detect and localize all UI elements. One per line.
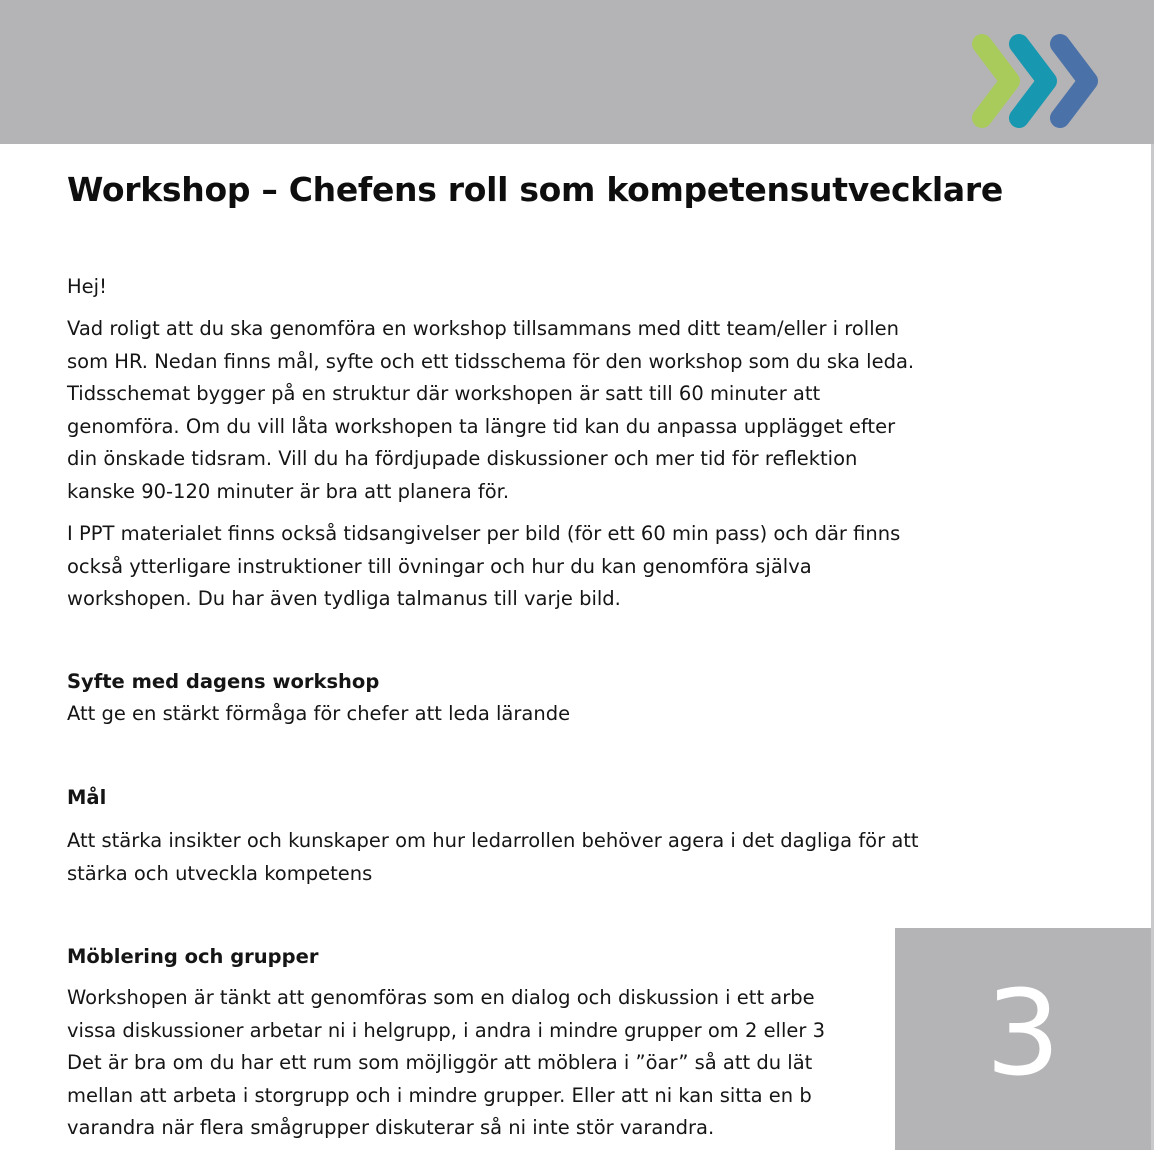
- chevron-green-icon: [982, 44, 1010, 118]
- intro-line: genomföra. Om du vill låta workshopen ta längre tid kan du anpassa upplägget efter: [67, 414, 896, 438]
- ppt-info-line: workshopen. Du har även tydliga talmanus till varje bild.: [67, 587, 621, 610]
- mal-line: Att stärka insikter och kunskaper om hur ledarrollen behöver agera i det dagliga för att: [67, 829, 919, 852]
- moblering-line: vissa diskussioner arbetar ni i helgrupp, i andra i mindre grupper om 2 eller 3: [67, 1018, 826, 1042]
- intro-line: Tidsschemat bygger på en struktur där workshopen är satt till 60 minuter att: [67, 382, 821, 405]
- syfte-heading: Syfte med dagens workshop: [67, 670, 380, 693]
- ppt-info-line: också ytterligare instruktioner till övningar och hur du kan genomföra själva: [67, 554, 812, 578]
- triple-chevron-right-icon: [972, 34, 1112, 128]
- ppt-info-paragraph: [67, 518, 1027, 616]
- moblering-text: [67, 982, 895, 1145]
- moblering-line: varandra när flera smågrupper diskuterar så ni inte stör varandra.: [67, 1116, 715, 1139]
- mal-line: stärka och utveckla kompetens: [67, 861, 373, 885]
- greeting: Hej!: [67, 275, 107, 298]
- page-number: 3: [985, 964, 1061, 1102]
- chevron-teal-icon: [1019, 44, 1047, 118]
- mal-heading: Mål: [67, 786, 107, 809]
- intro-line: din önskade tidsram. Vill du ha fördjupade diskussioner och mer tid för reflektion: [67, 447, 858, 470]
- page-title: Workshop – Chefens roll som kompetensutvecklare: [67, 170, 1003, 209]
- syfte-text: Att ge en stärkt förmåga för chefer att leda lärande: [67, 702, 571, 725]
- moblering-line: Workshopen är tänkt att genomföras som en dialog och diskussion i ett arbe: [67, 986, 815, 1009]
- chevron-blue-icon: [1060, 44, 1088, 118]
- intro-line: som HR. Nedan finns mål, syfte och ett tidsschema för den workshop som du ska leda.: [67, 349, 915, 373]
- moblering-line: Det är bra om du har ett rum som möjliggör att möblera i ”öar” så att du lät: [67, 1051, 813, 1074]
- intro-line: Vad roligt att du ska genomföra en workshop tillsammans med ditt team/eller i rollen: [67, 317, 899, 340]
- ppt-info-line: I PPT materialet finns också tidsangivelser per bild (för ett 60 min pass) och där finns: [67, 522, 901, 545]
- intro-line: kanske 90-120 minuter är bra att planera för.: [67, 479, 510, 503]
- intro-paragraph: [67, 313, 1027, 508]
- mal-text: [67, 825, 1027, 890]
- page-number-box: [895, 928, 1151, 1150]
- moblering-heading: Möblering och grupper: [67, 945, 319, 968]
- moblering-line: mellan att arbeta i storgrupp och i mindre grupper. Eller att ni kan sitta en b: [67, 1083, 812, 1107]
